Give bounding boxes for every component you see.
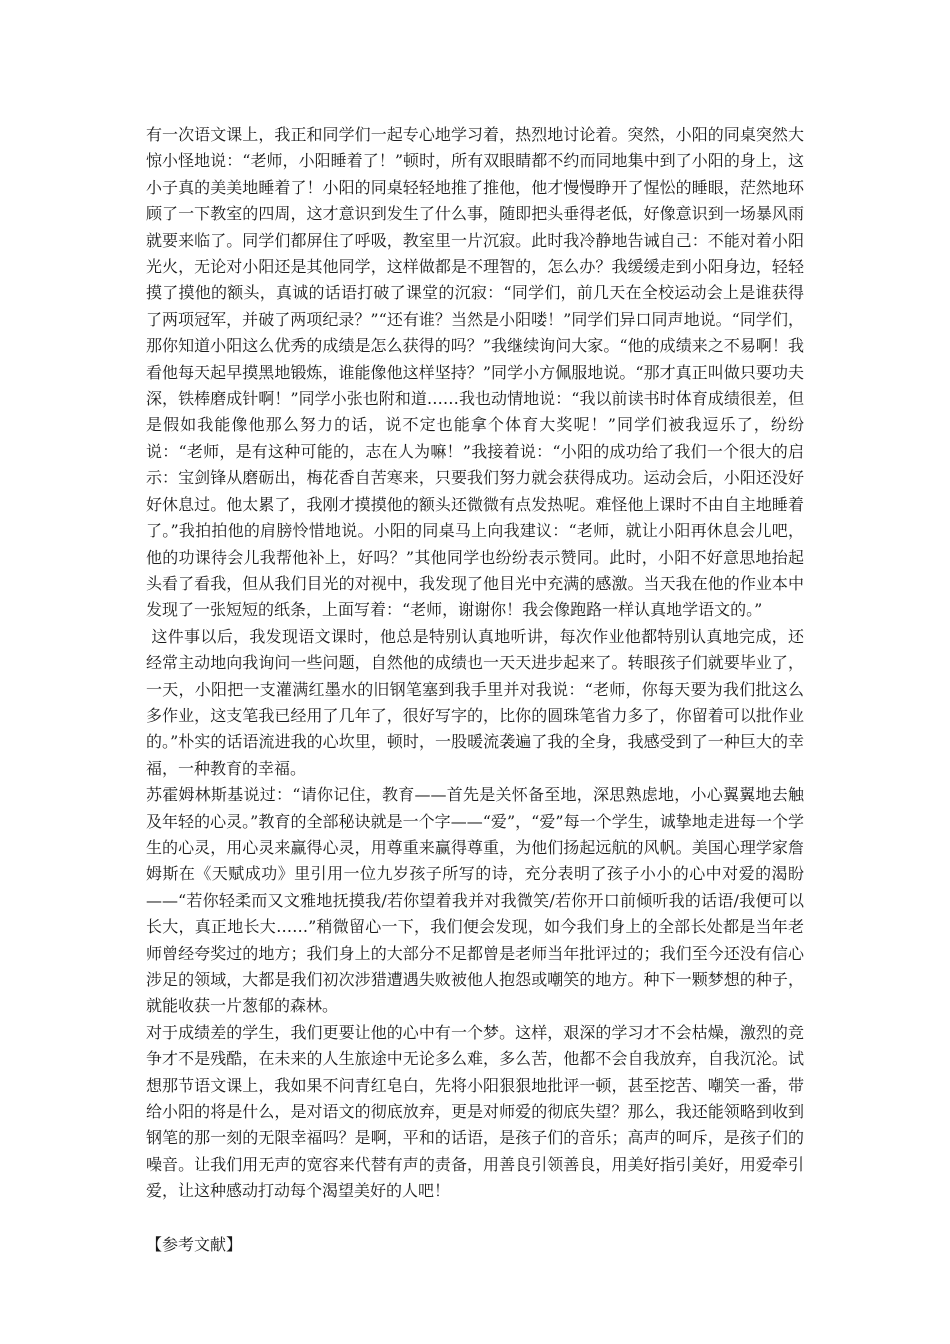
references-heading: 【参考文献】 [146,1234,243,1254]
paragraph-education-love: 苏霍姆林斯基说过：“请你记住，教育——首先是关怀备至地，深思熟虑地，小心翼翼地去触及年轻的心灵。”教育的全部秘诀就是一个字——“爱”，“爱”每一个学生，诚挚地走进每一个学生的心灵，用心灵来赢得心灵，用尊重来赢得尊重，为他们扬起远航的风帆。美国心理学家詹姆斯在《天赋成功》里引用一位九岁孩子所写的诗，充分表明了孩子小小的心中对爱的渴盼——“若你轻柔而又文雅地抚摸我/若你望着我并对我微笑/若你开口前倾听我的话语/我便可以长大，真正地长大……”稍微留心一下，我们便会发现，如今我们身上的全部长处都是当年老师曾经夸奖过的地方；我们身上的大部分不足都曾是老师当年批评过的；我们至今还没有信心涉足的领域，大都是我们初次涉猎遭遇失败被他人抱怨或嘲笑的地方。种下一颗梦想的种子，就能收获一片葱郁的森林。 [146,785,804,1016]
paragraph-pen-gift: 这件事以后，我发现语文课时，他总是特别认真地听讲，每次作业他都特别认真地完成，还经常主动地向我询问一些问题，自然他的成绩也一天天进步起来了。转眼孩子们就要毕业了，一天，小阳把一支灌满红墨水的旧钢笔塞到我手里并对我说：“老师，你每天要为我们批这么多作业，这支笔我已经用了几年了，很好写字的，比你的圆珠笔省力多了，你留着可以批作业的。”朴实的话语流进我的心坎里，顿时，一股暖流袭遍了我的全身，我感受到了一种巨大的幸福，一种教育的幸福。 [146,626,804,778]
paragraph-classroom-story: 有一次语文课上，我正和同学们一起专心地学习着，热烈地讨论着。突然，小阳的同桌突然大惊小怪地说：“老师，小阳睡着了！”顿时，所有双眼睛都不约而同地集中到了小阳的身上，这小子真的美美地睡着了！小阳的同桌轻轻地推了推他，他才慢慢睁开了惺忪的睡眼，茫然地环顾了一下教室的四周，这才意识到发生了什么事，随即把头垂得老低，好像意识到一场暴风雨就要来临了。同学们都屏住了呼吸，教室里一片沉寂。此时我冷静地告诫自己：不能对着小阳光火，无论对小阳还是其他同学，这样做都是不理智的，怎么办？我缓缓走到小阳身边，轻轻摸了摸他的额头，真诚的话语打破了课堂的沉寂：“同学们，前几天在全校运动会上是谁获得了两项冠军，并破了两项纪录？”“还有谁？当然是小阳喽！”同学们异口同声地说。“同学们，那你知道小阳这么优秀的成绩是怎么获得的吗？”我继续询问大家。“他的成绩来之不易啊！我看他每天起早摸黑地锻炼，谁能像他这样坚持？”同学小方佩服地说。“那才真正叫做只要功夫深，铁棒磨成针啊！”同学小张也附和道……我也动情地说：“我以前读书时体育成绩很差，但是假如我能像他那么努力的话，说不定也能拿个体育大奖呢！”同学们被我逗乐了，纷纷说：“老师，是有这种可能的，志在人为嘛！”我接着说：“小阳的成功给了我们一个很大的启示：宝剑锋从磨砺出，梅花香自苦寒来，只要我们努力就会获得成功。运动会后，小阳还没好好休息过。他太累了，我刚才摸摸他的额头还微微有点发热呢。难怪他上课时不由自主地睡着了。”我拍拍他的肩膀怜惜地说。小阳的同桌马上向我建议：“老师，就让小阳再休息会儿吧，他的功课待会儿我帮他补上，好吗？”其他同学也纷纷表示赞同。此时，小阳不好意思地抬起头看了看我，但从我们目光的对视中，我发现了他目光中充满的感激。当天我在他的作业本中发现了一张短短的纸条，上面写着：“老师，谢谢你！我会像跑路一样认真地学语文的。” [146,125,804,620]
paragraph-conclusion: 对于成绩差的学生，我们更要让他的心中有一个梦。这样，艰深的学习才不会枯燥，激烈的竞争才不是残酷，在未来的人生旅途中无论多么难，多么苦，他都不会自我放弃，自我沉沦。试想那节语文课上，我如果不问青红皂白，先将小阳狠狠地批评一顿，甚至挖苦、嘲笑一番，带给小阳的将是什么，是对语文的彻底放弃，更是对师爱的彻底失望？那么，我还能领略到收到钢笔的那一刻的无限幸福吗？是啊，平和的话语，是孩子们的音乐；高声的呵斥，是孩子们的噪音。让我们用无声的宽容来代替有声的责备，用善良引领善良，用美好指引美好，用爱牵引爱，让这种感动打动每个渴望美好的人吧！ [146,1022,804,1201]
document-body [146,122,804,1258]
